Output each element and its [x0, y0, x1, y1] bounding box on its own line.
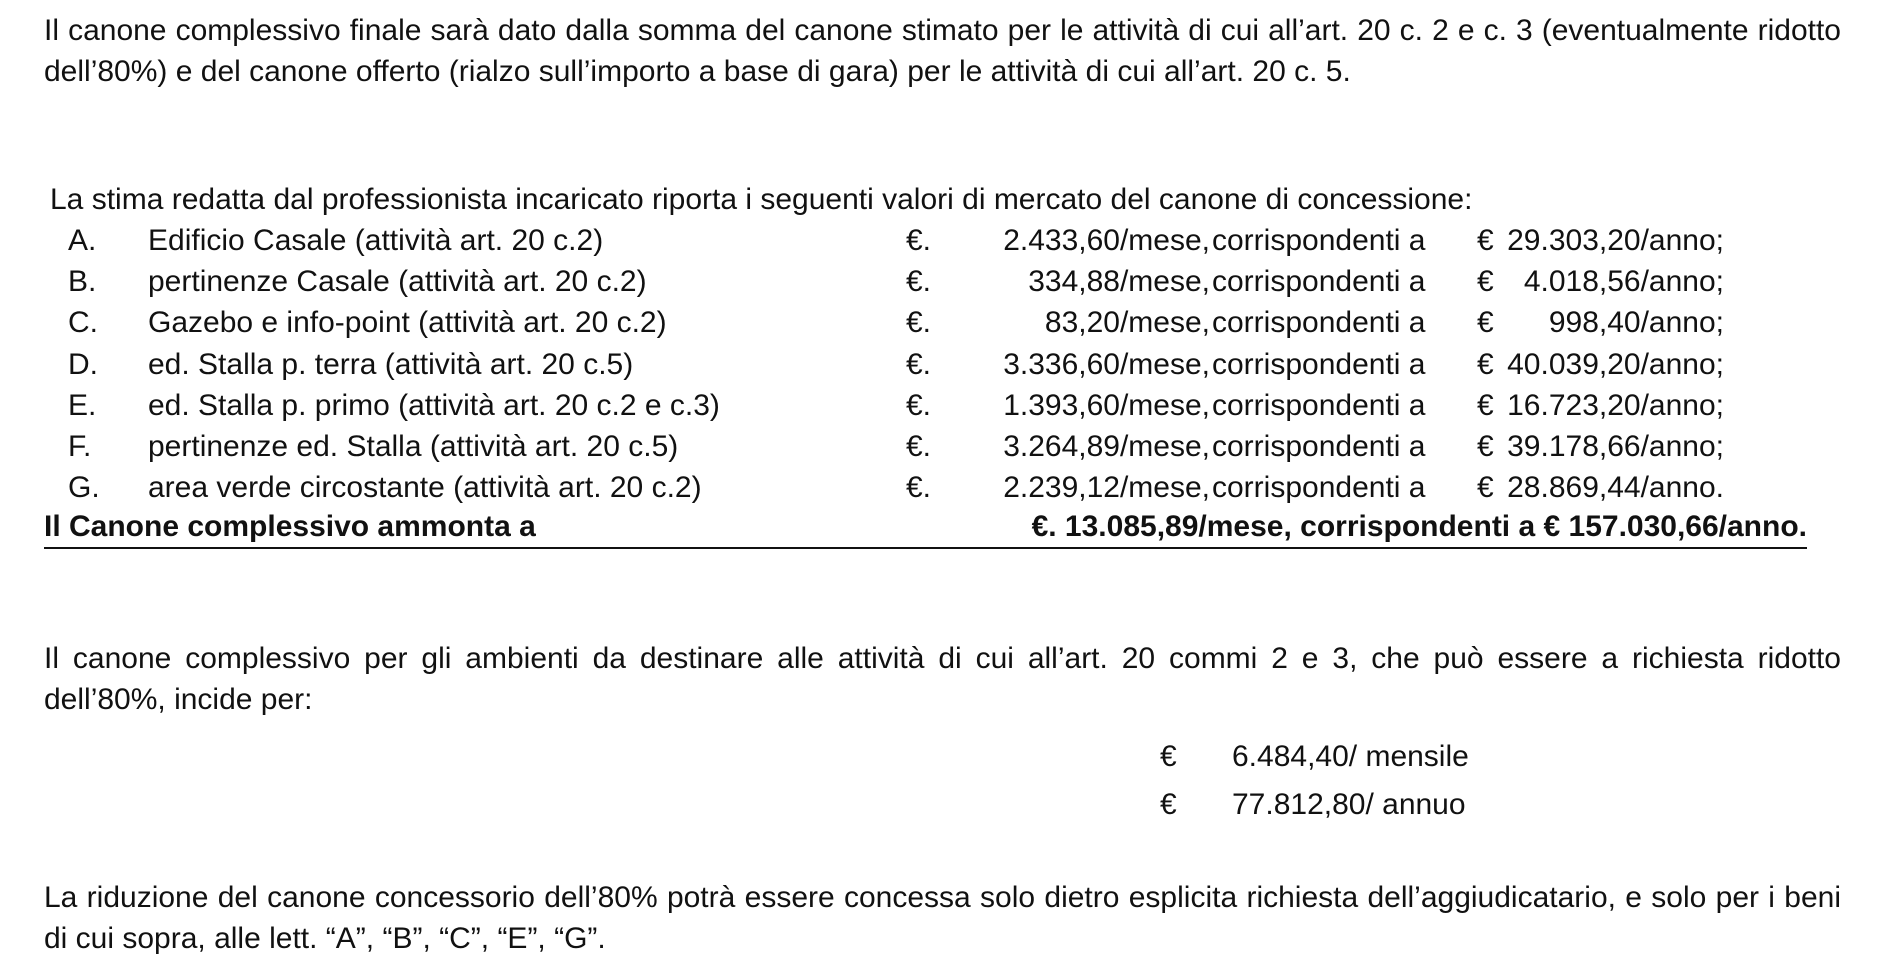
item-letter: G.: [68, 471, 100, 505]
list-item: [0, 302, 1878, 343]
list-item: [0, 426, 1878, 467]
item-letter: C.: [68, 306, 98, 340]
item-euro-symbol: €.: [906, 224, 932, 257]
item-description: Edificio Casale (attività art. 20 c.2): [148, 224, 604, 257]
paragraph-riduzione: La riduzione del canone concessorio dell’80% potrà essere concessa solo dietro esplicita richiesta dell’aggiudicatario, e solo per i beni di cui sopra, alle lett. “A”, “B”, “C”, “E”, “G”.: [44, 881, 1841, 955]
item-annual-euro-symbol: €: [1477, 388, 1494, 422]
item-annual-euro-symbol: €: [1477, 430, 1494, 463]
paragraph-canone-finale: Il canone complessivo finale sarà dato dalla somma del canone stimato per le attività di cui all’art. 20 c. 2 e c. 3 (eventualmente ridotto dell’80%) e del canone offerto (rialzo sull’importo a base di gara) per le attività di cui all’art. 20 c. 5.: [44, 14, 1841, 88]
list-item: [0, 467, 1878, 508]
amount-annuo: [0, 781, 1878, 829]
item-annual-euro-symbol: €: [1477, 306, 1494, 340]
item-annual-euro-symbol: €: [1477, 471, 1494, 505]
item-euro-symbol: €.: [906, 265, 932, 299]
item-letter: F.: [68, 430, 92, 463]
item-euro-symbol: €.: [906, 471, 932, 505]
item-description: pertinenze ed. Stalla (attività art. 20 c.5): [148, 430, 679, 463]
item-description: area verde circostante (attività art. 20 c.2): [148, 471, 702, 505]
amount-euro-symbol: €: [1160, 788, 1177, 821]
item-monthly-value: 83,20/mese,: [1044, 306, 1210, 340]
item-euro-symbol: €.: [906, 347, 932, 381]
item-annual-value: 39.178,66/anno;: [1507, 430, 1724, 463]
item-letter: D.: [68, 347, 98, 381]
item-euro-symbol: €.: [906, 388, 932, 422]
item-annual-value: 40.039,20/anno;: [1507, 347, 1724, 381]
list-item: [0, 261, 1878, 302]
item-annual-value: 29.303,20/anno;: [1507, 224, 1724, 257]
list-item: [0, 385, 1878, 426]
paragraph-incidenza: Il canone complessivo per gli ambienti da destinare alle attività di cui all’art. 20 commi 2 e 3, che può essere a richiesta ridotto dell’80%, incide per:: [44, 642, 1841, 716]
item-description: Gazebo e info-point (attività art. 20 c.2): [148, 306, 667, 340]
amount-euro-symbol: €: [1160, 740, 1177, 773]
item-annual-value: 4.018,56/anno;: [1523, 265, 1724, 299]
item-annual-value: 16.723,20/anno;: [1507, 388, 1724, 422]
item-corrispondenti: corrispondenti a: [1212, 388, 1426, 422]
item-letter: E.: [68, 388, 97, 422]
item-annual-value: 28.869,44/anno.: [1507, 471, 1724, 505]
item-monthly-value: 1.393,60/mese,: [1003, 388, 1210, 422]
item-corrispondenti: corrispondenti a: [1212, 471, 1426, 505]
item-annual-euro-symbol: €: [1477, 224, 1494, 257]
item-corrispondenti: corrispondenti a: [1212, 265, 1426, 299]
item-corrispondenti: corrispondenti a: [1212, 306, 1426, 340]
item-corrispondenti: corrispondenti a: [1212, 347, 1426, 381]
item-monthly-value: 334,88/mese,: [1028, 265, 1210, 299]
intro-stima: La stima redatta dal professionista incaricato riporta i seguenti valori di mercato del canone di concessione:: [50, 183, 1473, 216]
item-letter: A.: [68, 224, 97, 257]
item-monthly-value: 3.336,60/mese,: [1003, 347, 1210, 381]
total-label: Il Canone complessivo ammonta a: [44, 510, 536, 543]
amount-value: 77.812,80/ annuo: [1232, 788, 1466, 821]
item-euro-symbol: €.: [906, 430, 932, 463]
item-corrispondenti: corrispondenti a: [1212, 430, 1426, 463]
total-value: €. 13.085,89/mese, corrispondenti a € 157.030,66/anno.: [1031, 510, 1807, 543]
amount-value: 6.484,40/ mensile: [1232, 740, 1469, 773]
item-annual-euro-symbol: €: [1477, 347, 1494, 381]
item-corrispondenti: corrispondenti a: [1212, 224, 1426, 257]
list-item: [0, 220, 1878, 261]
item-annual-euro-symbol: €: [1477, 265, 1494, 299]
list-item: [0, 344, 1878, 385]
item-monthly-value: 2.239,12/mese,: [1003, 471, 1210, 505]
item-description: ed. Stalla p. primo (attività art. 20 c.2 e c.3): [148, 388, 720, 422]
item-monthly-value: 2.433,60/mese,: [1003, 224, 1210, 257]
total-row: [44, 506, 1807, 549]
item-letter: B.: [68, 265, 97, 299]
item-euro-symbol: €.: [906, 306, 932, 340]
item-description: pertinenze Casale (attività art. 20 c.2): [148, 265, 647, 299]
item-description: ed. Stalla p. terra (attività art. 20 c.5): [148, 347, 634, 381]
item-annual-value: 998,40/anno;: [1548, 306, 1724, 340]
item-monthly-value: 3.264,89/mese,: [1003, 430, 1210, 463]
amount-mensile: [0, 733, 1878, 781]
